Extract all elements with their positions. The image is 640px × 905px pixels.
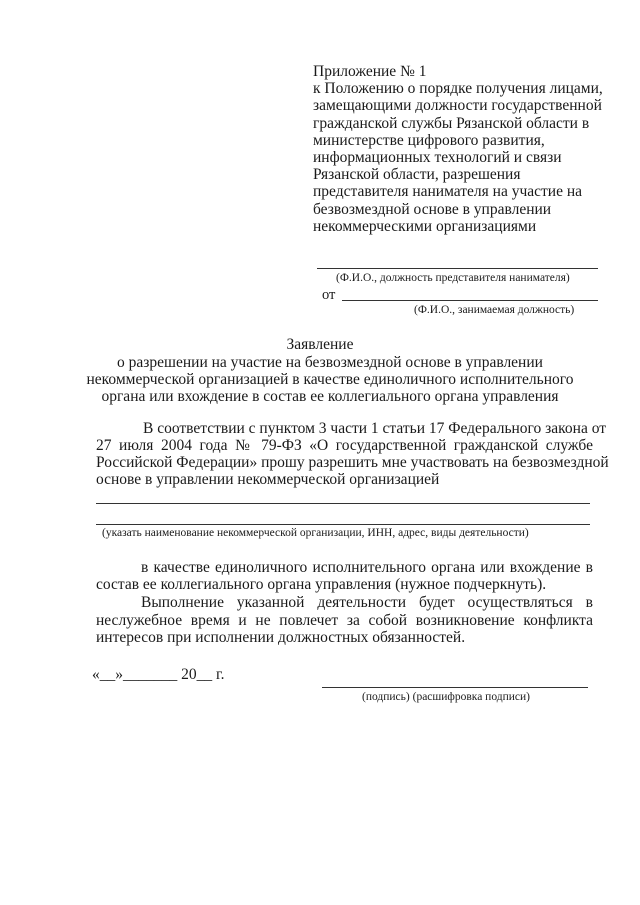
appendix-line: информационных технологий и связи [313, 149, 562, 167]
organization-line [96, 524, 590, 525]
statement-subtitle-line: о разрешении на участие на безвозмездной основе в управлении [117, 354, 543, 371]
statement-subtitle-line: некоммерческой организацией в качестве единоличного исполнительного [86, 371, 574, 388]
employer-name-line [317, 268, 598, 269]
statement-subtitle-line: органа или вхождение в состав ее коллегиального органа управления [101, 388, 559, 405]
sender-name-line [342, 300, 598, 301]
signature-caption: (подпись) (расшифровка подписи) [362, 691, 531, 703]
paragraph2-line: в качестве единоличного исполнительного органа или вхождение в [141, 559, 593, 576]
appendix-line: к Положению о порядке получения лицами, [313, 80, 603, 98]
appendix-line: Рязанской области, разрешения [313, 166, 521, 184]
appendix-line: министерстве цифрового развития, [313, 131, 545, 149]
appendix-block [313, 63, 613, 235]
appendix-line: безвозмездной основе в управлении [313, 200, 552, 218]
paragraph1-line: В соответствии с пунктом 3 части 1 статьи 17 Федерального закона от [143, 420, 607, 437]
organization-line [96, 503, 590, 504]
paragraph3-line: интересов при исполнении должностных обязанностей. [96, 629, 466, 646]
paragraph1-line: основе в управлении некоммерческой организацией [96, 471, 440, 488]
statement-heading: Заявление [286, 336, 354, 353]
appendix-line: некоммерческими организациями [313, 217, 537, 235]
from-label: от [322, 287, 336, 303]
employer-caption: (Ф.И.О., должность представителя нанимателя) [336, 272, 570, 284]
appendix-line: Приложение № 1 [313, 63, 427, 80]
paragraph3-line: неслужебное время и не повлечет за собой возникновение конфликта [96, 612, 593, 629]
sender-caption: (Ф.И.О., занимаемая должность) [414, 304, 575, 316]
appendix-line: замещающими должности государственной [313, 97, 602, 115]
appendix-line: гражданской службы Рязанской области в [313, 114, 590, 132]
date-field: «__»_______ 20__ г. [92, 666, 225, 683]
paragraph2-line: состав ее коллегиального органа управления (нужное подчеркнуть). [96, 576, 547, 593]
paragraph1-line: 27 июля 2004 года № 79-ФЗ «О государственной гражданской службе [96, 437, 593, 454]
organization-caption: (указать наименование некоммерческой организации, ИНН, адрес, виды деятельности) [102, 527, 529, 539]
paragraph3-line: Выполнение указанной деятельности будет осуществляться в [141, 594, 593, 611]
paragraph1-line: Российской Федерации» прошу разрешить мне участвовать на безвозмездной [96, 454, 609, 471]
appendix-line: представителя нанимателя на участие на [313, 183, 583, 201]
signature-line [322, 687, 588, 688]
